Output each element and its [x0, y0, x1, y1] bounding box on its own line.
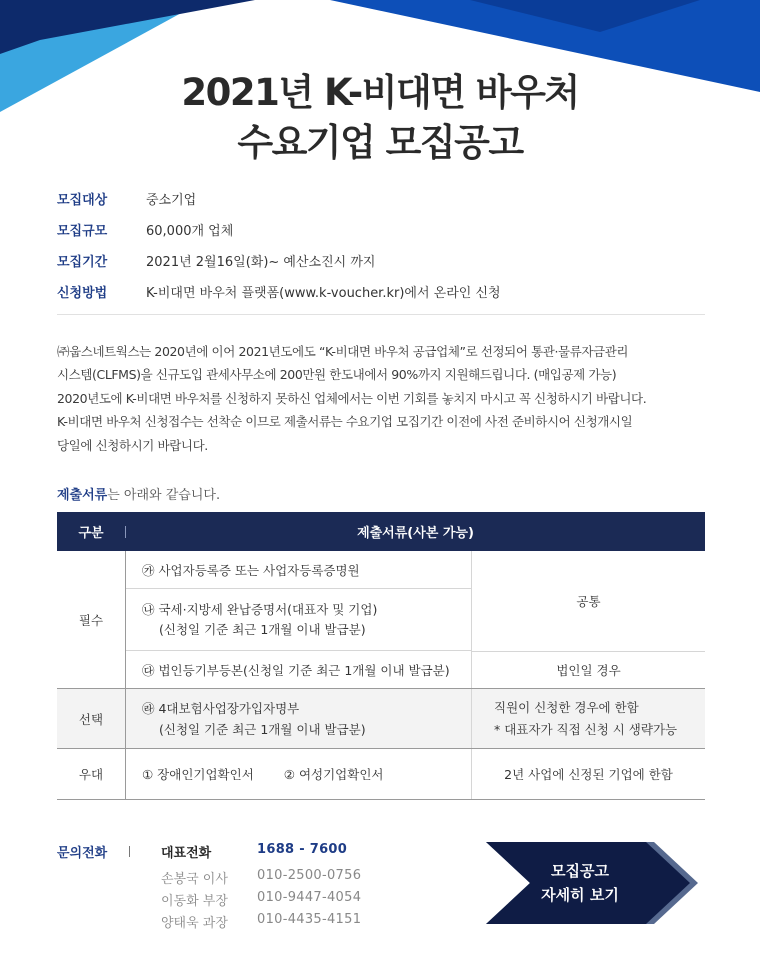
info-label: 신청방법 [57, 286, 108, 301]
contact-row [161, 890, 361, 912]
items-cell [126, 551, 472, 688]
info-value: 60,000개 업체 [146, 224, 234, 239]
category-cell: 우대 [57, 749, 126, 799]
paragraph-line: K-비대면 바우처 신청접수는 선착순 이므로 제출서류는 수요기업 모집기간 이전에 사전 준비하시어 신청개시일 [57, 414, 633, 430]
info-value: K-비대면 바우처 플랫폼(www.k-voucher.kr)에서 온라인 신청 [146, 286, 501, 301]
contact-name: 대표전화 [161, 846, 212, 861]
paragraph-line: ㈜웁스네트웍스는 2020년에 이어 2021년도에도 “K-비대면 바우처 공급업체”로 선정되어 통관·물류자금관리 [57, 344, 629, 359]
note-text: 직원이 신청한 경우에 한함 [494, 699, 639, 715]
note-cell [472, 551, 705, 688]
table-row-optional [57, 689, 705, 749]
contact-phone[interactable]: 010-2500-0756 [257, 868, 362, 883]
view-notice-button[interactable] [486, 842, 702, 924]
info-label: 모집대상 [57, 193, 108, 208]
contact-label: 문의전화 [57, 846, 108, 861]
note-cell: 2년 사업에 신정된 기업에 한함 [504, 767, 673, 782]
paragraph-line: 당일에 신청하시기 바랍니다. [57, 437, 208, 453]
table-row-required [57, 551, 705, 689]
document-item [126, 749, 471, 799]
table-row-preferred [57, 749, 705, 800]
recruitment-info [57, 183, 707, 307]
info-row-period [57, 245, 707, 276]
document-item-text: ㉱ 4대보험사업장가입자명부 [142, 700, 300, 716]
info-label: 모집기간 [57, 255, 108, 270]
view-notice-label [520, 859, 640, 907]
document-item-text: ㉮ 사업자등록증 또는 사업자등록증명원 [142, 562, 360, 578]
info-value: 중소기업 [146, 193, 197, 208]
document-item [126, 651, 471, 688]
note-corporation: 법인일 경우 [556, 663, 621, 678]
document-item [126, 589, 471, 651]
note-cell [472, 689, 705, 748]
info-row-method [57, 276, 707, 307]
document-item-text: ② 여성기업확인서 [283, 767, 384, 782]
contact-row [161, 868, 361, 890]
document-item-subtext: (신청일 기준 최근 1개월 이내 발급분) [159, 621, 366, 637]
contact-phone[interactable]: 010-4435-4151 [257, 912, 362, 927]
items-cell [126, 689, 472, 748]
cta-line-2: 자세히 보기 [541, 886, 619, 904]
note-common: 공통 [472, 551, 705, 652]
contact-phone[interactable]: 1688 - 7600 [257, 842, 348, 857]
header-documents: 제출서류(사본 가능) [357, 526, 474, 541]
title-line-2: 수요기업 모집공고 [237, 121, 523, 164]
paragraph-line: 시스템(CLFMS)을 신규도입 관세사무소에 200만원 한도내에서 90%까지 지원해드립니다. (매입공제 가능) [57, 367, 617, 383]
paragraph-line: 2020년도에 K-비대면 바우처를 신청하지 못하신 업체에서는 이번 기회를 놓치지 마시고 꼭 신청하시기 바랍니다. [57, 390, 647, 406]
documents-intro-highlight: 제출서류 [57, 488, 108, 503]
section-divider [57, 314, 705, 315]
document-item-text: ㉯ 국세·지방세 완납증명서(대표자 및 기업) [142, 601, 378, 617]
info-value: 2021년 2월16일(화)~ 예산소진시 까지 [146, 255, 376, 270]
document-item [126, 689, 471, 748]
document-item-subtext: (신청일 기준 최근 1개월 이내 발급분) [159, 721, 366, 737]
table-header [57, 512, 705, 551]
document-item [126, 551, 471, 589]
category-cell: 필수 [57, 551, 126, 688]
page-title [0, 68, 760, 168]
document-item-text: ㉰ 법인등기부등본(신청일 기준 최근 1개월 이내 발급분) [142, 662, 450, 678]
contact-name: 양태욱 과장 [161, 916, 228, 931]
cta-line-1: 모집공고 [551, 862, 609, 880]
title-line-1: 2021년 K-비대면 바우처 [181, 71, 579, 114]
description-paragraph [57, 340, 705, 457]
documents-intro-text: 는 아래와 같습니다. [107, 488, 221, 503]
info-row-target [57, 183, 707, 214]
contact-name: 손봉국 이사 [161, 872, 228, 887]
header-category: 구분 [78, 526, 104, 541]
note-text: * 대표자가 직접 신청 시 생략가능 [494, 721, 678, 737]
category-cell: 선택 [57, 689, 126, 748]
documents-intro [57, 484, 220, 503]
contact-name: 이동화 부장 [161, 894, 228, 909]
items-cell [126, 749, 472, 799]
document-item-text: ① 장애인기업확인서 [142, 767, 254, 782]
contact-list [161, 842, 361, 934]
documents-table [57, 512, 705, 800]
contact-row-main [161, 842, 361, 868]
contact-row [161, 912, 361, 934]
contact-phone[interactable]: 010-9447-4054 [257, 890, 362, 905]
info-label: 모집규모 [57, 224, 108, 239]
contact-separator [129, 846, 130, 857]
info-row-scale [57, 214, 707, 245]
